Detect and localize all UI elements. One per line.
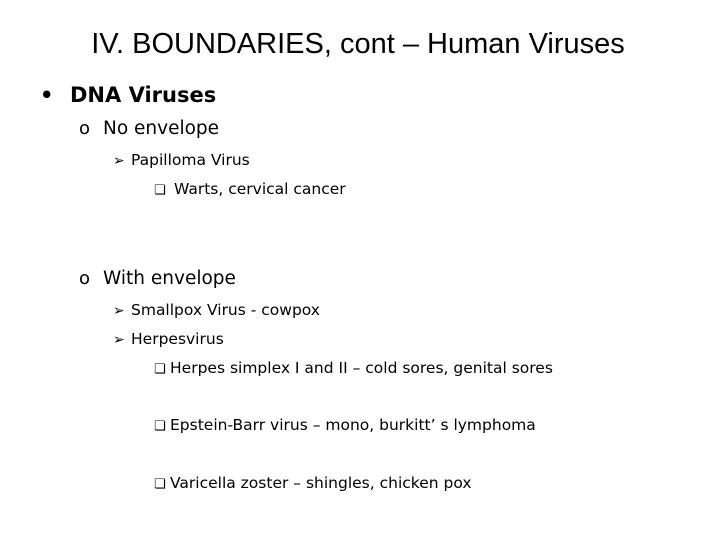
bullet-herpes-simplex (154, 357, 553, 381)
slide-title: IV. BOUNDARIES, cont – Human Viruses (91, 28, 625, 60)
box-bullet-icon: ❏ (154, 362, 166, 377)
bullet-marker-level2: o (79, 268, 91, 289)
bullet-papilloma-virus (113, 149, 250, 172)
bullet-papilloma-diseases (154, 178, 346, 202)
bullet-epstein-barr (154, 414, 536, 438)
smallpox-virus-label: Smallpox Virus - cowpox (131, 301, 320, 319)
box-bullet-icon: ❏ (154, 419, 166, 434)
herpesvirus-label: Herpesvirus (131, 330, 224, 348)
box-bullet-icon: ❏ (154, 477, 166, 492)
dna-viruses-label: DNA Viruses (70, 83, 217, 107)
bullet-varicella (154, 472, 472, 496)
box-bullet-icon: ❏ (154, 183, 166, 198)
herpes-simplex-text: Herpes simplex I and II – cold sores, genital sores (170, 359, 553, 377)
with-envelope-label: With envelope (103, 268, 236, 289)
papilloma-diseases-text: Warts, cervical cancer (174, 180, 346, 198)
arrow-bullet-icon: ➢ (113, 153, 125, 169)
papilloma-virus-label: Papilloma Virus (131, 151, 250, 169)
no-envelope-label: No envelope (103, 118, 220, 139)
bullet-marker-level1: • (40, 83, 54, 107)
bullet-dna-viruses (40, 80, 216, 110)
varicella-text: Varicella zoster – shingles, chicken pox (170, 474, 472, 492)
arrow-bullet-icon: ➢ (113, 332, 125, 348)
bullet-herpesvirus (113, 328, 224, 351)
bullet-marker-level2: o (79, 118, 91, 139)
bullet-smallpox-virus (113, 299, 320, 322)
arrow-bullet-icon: ➢ (113, 303, 125, 319)
bullet-no-envelope (79, 116, 219, 142)
epstein-barr-text: Epstein-Barr virus – mono, burkittʼ s lymphoma (170, 416, 536, 434)
bullet-with-envelope (79, 266, 236, 292)
